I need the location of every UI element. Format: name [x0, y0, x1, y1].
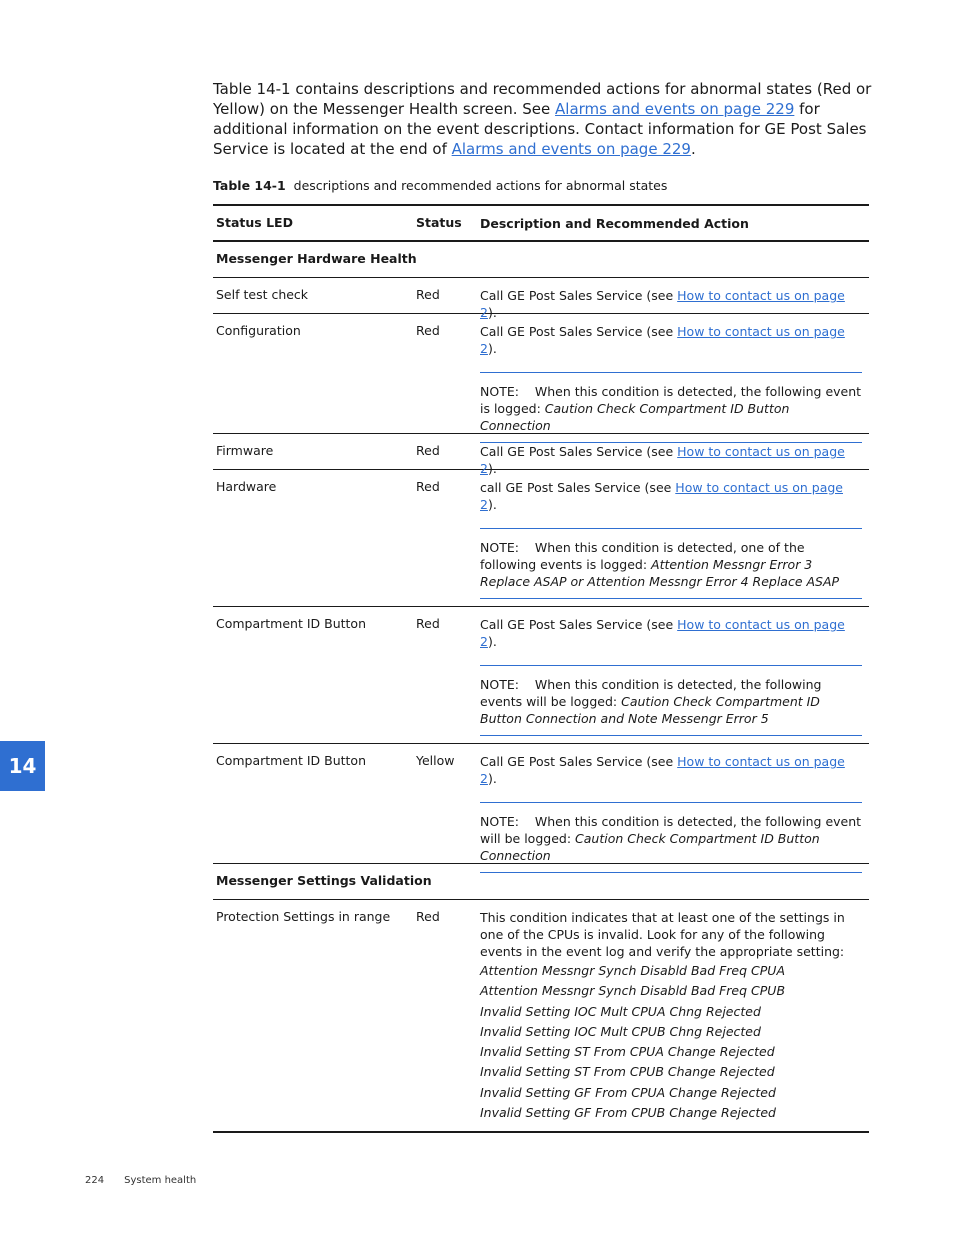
table-row	[213, 607, 869, 744]
list-item: Attention Messngr Synch Disabld Bad Freq CPUB	[480, 983, 786, 999]
list-item: Invalid Setting GF From CPUA Change Rejected	[480, 1084, 776, 1100]
alarms-events-link-2[interactable]: Alarms and events on page 229	[451, 140, 691, 158]
status-led-cell: Compartment ID Button	[216, 616, 367, 631]
table-header-row	[213, 204, 869, 242]
table-row	[213, 278, 869, 320]
status-cell: Yellow	[416, 753, 455, 768]
section-title: Messenger Settings Validation	[216, 873, 432, 888]
description-cell: Call GE Post Sales Service (see How to contact us on page 2). NOTE: When this condition is detected, the following event is logged: Caution Check Compartment ID Button Connection	[480, 323, 863, 443]
how-to-contact-link[interactable]: How to contact us on page 2	[480, 444, 845, 476]
list-item: Invalid Setting GF From CPUB Change Rejected	[480, 1105, 776, 1121]
how-to-contact-link[interactable]: How to contact us on page 2	[480, 754, 845, 786]
description-cell	[480, 909, 863, 1123]
status-led-cell: Configuration	[216, 323, 301, 338]
page-number: 224	[85, 1175, 105, 1186]
header-status: Status	[416, 215, 462, 230]
list-item: Invalid Setting ST From CPUA Change Rejected	[480, 1044, 775, 1060]
list-item: Invalid Setting ST From CPUB Change Rejected	[480, 1064, 775, 1080]
status-cell: Red	[416, 479, 440, 494]
status-led-cell: Compartment ID Button	[216, 753, 367, 768]
event-list	[480, 961, 863, 1123]
note-box: NOTE: When this condition is detected, the following events will be logged: Caution Check Compartment ID Button Connection and Note Messengr Error 5	[480, 665, 862, 736]
description-cell: Call GE Post Sales Service (see How to contact us on page 2). NOTE: When this condition is detected, the following event will be logged: Caution Check Compartment ID Button Connection	[480, 753, 863, 873]
status-cell: Red	[416, 616, 440, 631]
alarms-events-link-1[interactable]: Alarms and events on page 229	[555, 100, 795, 118]
section-row-settings-validation	[213, 864, 869, 900]
page-footer	[85, 1175, 196, 1186]
note-box: NOTE: When this condition is detected, one of the following events is logged: Attention Messngr Error 3 Replace ASAP or Attention Messngr Error 4 Replace ASAP	[480, 528, 862, 599]
description-cell: Call GE Post Sales Service (see How to contact us on page 2). NOTE: When this condition is detected, the following events will be logged: Caution Check Compartment ID Button Connection and Note Messengr Error 5	[480, 616, 863, 736]
note-box: NOTE: When this condition is detected, the following event is logged: Caution Check Compartment ID Button Connection	[480, 372, 862, 443]
how-to-contact-link[interactable]: How to contact us on page 2	[480, 324, 845, 356]
table-row	[213, 470, 869, 607]
table-row	[213, 900, 869, 1133]
status-led-cell: Hardware	[216, 479, 277, 494]
description-text: This condition indicates that at least one of the settings in one of the CPUs is invalid. Look for any of the following events in the event log and verify the appropriate setting:	[480, 910, 845, 959]
header-status-led: Status LED	[216, 215, 293, 230]
description-cell: call GE Post Sales Service (see How to contact us on page 2). NOTE: When this condition is detected, one of the following events is logged: Attention Messngr Error 3 Replace ASAP or Attention Messngr Error 4 Replace ASAP	[480, 479, 863, 599]
status-cell: Red	[416, 909, 440, 924]
how-to-contact-link[interactable]: How to contact us on page 2	[480, 288, 845, 320]
header-description: Description and Recommended Action	[480, 216, 749, 231]
chapter-tab: 14	[0, 741, 45, 791]
abnormal-states-table	[213, 204, 869, 1133]
table-caption	[213, 178, 667, 193]
table-row	[213, 434, 869, 476]
status-led-cell: Self test check	[216, 287, 309, 302]
how-to-contact-link[interactable]: How to contact us on page 2	[480, 480, 843, 512]
status-led-cell: Protection Settings in range	[216, 909, 391, 924]
note-box: NOTE: When this condition is detected, the following event will be logged: Caution Check Compartment ID Button Connection	[480, 802, 862, 873]
status-led-cell: Firmware	[216, 443, 274, 458]
list-item: Attention Messngr Synch Disabld Bad Freq CPUA	[480, 963, 785, 978]
table-caption-label: Table 14-1	[213, 178, 286, 193]
status-cell: Red	[416, 443, 440, 458]
table-row	[213, 314, 869, 434]
list-item: Invalid Setting IOC Mult CPUB Chng Rejected	[480, 1023, 761, 1039]
table-row	[213, 744, 869, 864]
table-caption-text: descriptions and recommended actions for abnormal states	[293, 178, 668, 193]
description-cell: Call GE Post Sales Service (see How to contact us on page 2).	[480, 288, 845, 320]
section-title: Messenger Hardware Health	[216, 251, 417, 266]
section-row-hardware-health	[213, 242, 869, 278]
status-cell: Red	[416, 287, 440, 302]
list-item: Invalid Setting IOC Mult CPUA Chng Rejected	[480, 1003, 761, 1019]
status-cell: Red	[416, 323, 440, 338]
footer-section: System health	[124, 1175, 197, 1186]
how-to-contact-link[interactable]: How to contact us on page 2	[480, 617, 845, 649]
description-cell: Call GE Post Sales Service (see How to contact us on page 2).	[480, 444, 845, 476]
intro-paragraph: Table 14-1 contains descriptions and recommended actions for abnormal states (Red or Yellow) on the Messenger Health screen. See Alarms and events on page 229 for additional information on the event descriptions. Contact information for GE Post Sales Service is located at the end of Alarms and events on page 229.	[213, 80, 872, 158]
